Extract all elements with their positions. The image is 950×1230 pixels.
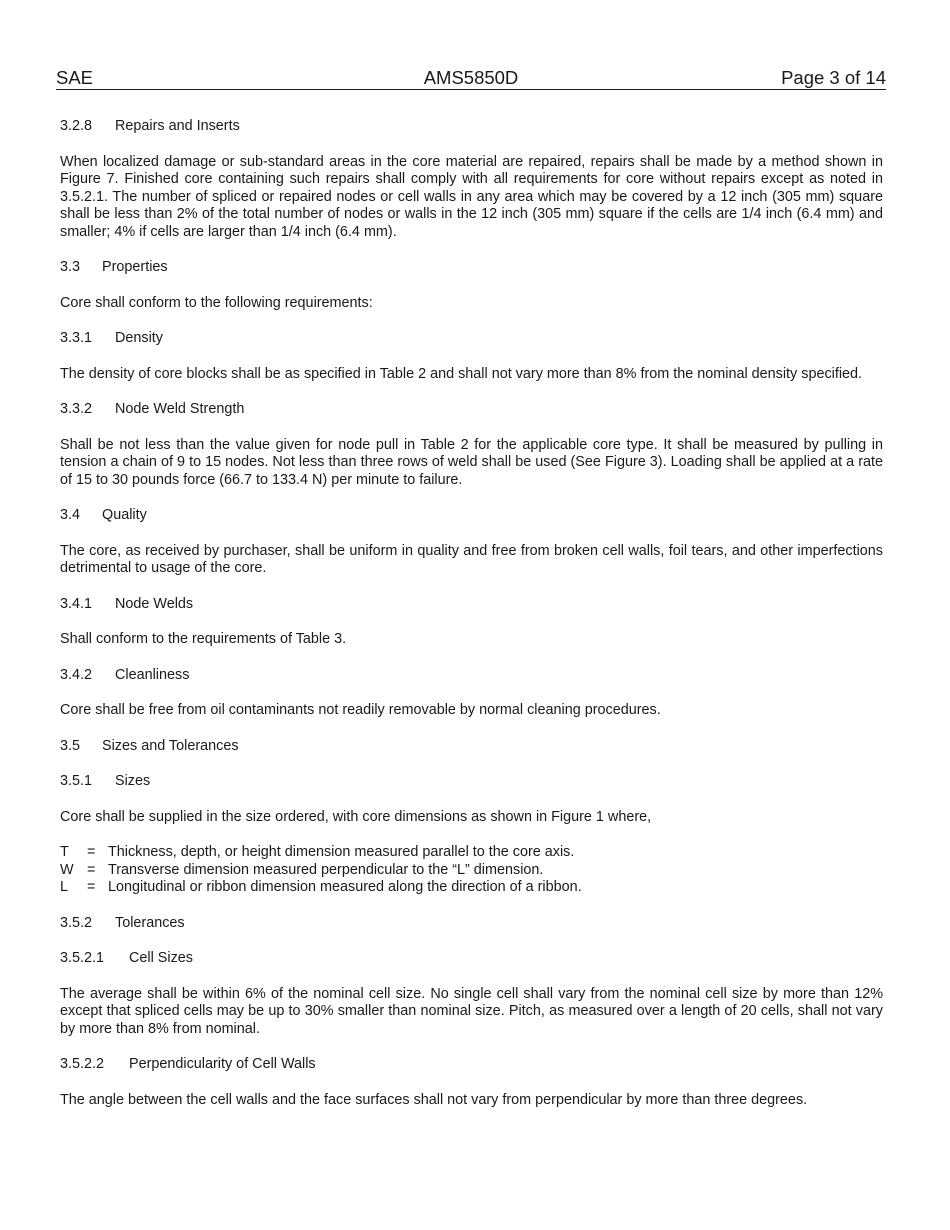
definition-text: Thickness, depth, or height dimension measured parallel to the core axis.: [108, 844, 575, 860]
section-number: 3.5: [60, 737, 81, 754]
section-heading-3-4-2: [60, 667, 883, 685]
section-heading-3-5-2-2: [60, 1056, 883, 1074]
section-title: Tolerances: [115, 914, 185, 931]
section-number: 3.4.1: [60, 595, 93, 612]
section-number: 3.5.2.2: [60, 1056, 105, 1072]
definition-equals: =: [87, 879, 96, 895]
section-number: 3.5.2.1: [60, 950, 105, 966]
section-body-3-2-8: When localized damage or sub-standard areas in the core material are repaired, repairs shall be made by a method shown in Figure 7. Finished core containing such repairs shall comply with all requirements for core without repairs except as noted in 3.5.2.1. The number of spliced or repaired nodes or cell walls in any area which may be covered by a 12 inch (305 mm) square shall be less than 2% of the total number of nodes or walls in the 12 inch (305 mm) square if the cells are 1/4 inch (6.4 mm) and smaller; 4% if cells are larger than 1/4 inch (6.4 mm).: [60, 153, 883, 240]
section-body-3-4-1: Shall conform to the requirements of Table 3.: [60, 631, 347, 647]
definition-symbol: L: [60, 879, 69, 895]
section-number: 3.5.1: [60, 773, 93, 789]
document-body: [60, 118, 883, 1127]
section-heading-3-5-1: [60, 773, 883, 791]
definition-item: [60, 844, 883, 862]
section-title: Density: [115, 330, 163, 346]
section-heading-3-4: [60, 507, 883, 525]
section-body-3-4-2: Core shall be free from oil contaminants not readily removable by normal cleaning procedures.: [60, 702, 661, 718]
header-doc-id: AMS5850D: [423, 67, 519, 88]
definition-equals: =: [87, 844, 96, 860]
section-number: 3.5.2: [60, 914, 93, 931]
definition-symbol: T: [60, 844, 69, 860]
header-page-number: Page 3 of 14: [781, 67, 886, 88]
section-title: Cleanliness: [115, 666, 190, 683]
section-body-3-3-1: The density of core blocks shall be as specified in Table 2 and shall not vary more than 8% from the nominal density specified.: [60, 365, 863, 382]
section-title: Cell Sizes: [129, 950, 193, 966]
section-heading-3-3: [60, 259, 883, 277]
section-number: 3.2.8: [60, 118, 93, 134]
section-title: Node Weld Strength: [115, 401, 245, 417]
definition-symbol: W: [60, 861, 74, 878]
section-title: Perpendicularity of Cell Walls: [129, 1056, 316, 1072]
section-number: 3.3: [60, 259, 81, 275]
section-title: Quality: [102, 507, 147, 523]
section-heading-3-2-8: [60, 118, 883, 136]
section-heading-3-5: [60, 738, 883, 756]
section-body-3-3-2: Shall be not less than the value given for node pull in Table 2 for the applicable core type. It shall be measured by pulling in tension a chain of 9 to 15 nodes. Not less than three rows of weld shall be used (See Figure 3). Loading shall be applied at a rate of 15 to 30 pounds force (66.7 to 133.4 N) per minute to failure.: [60, 436, 883, 488]
section-body-3-3: Core shall conform to the following requirements:: [60, 294, 373, 311]
page-header: [56, 67, 886, 90]
section-number: 3.4.2: [60, 666, 93, 683]
section-heading-3-5-2: [60, 915, 883, 933]
header-org: SAE: [56, 67, 94, 88]
definition-text: Longitudinal or ribbon dimension measured along the direction of a ribbon.: [108, 879, 582, 895]
section-body-3-5-1: Core shall be supplied in the size ordered, with core dimensions as shown in Figure 1 where,: [60, 808, 652, 825]
section-number: 3.3.2: [60, 401, 93, 417]
section-number: 3.4: [60, 507, 81, 523]
dimension-definitions: [60, 844, 883, 897]
definition-item: [60, 862, 883, 880]
section-title: Repairs and Inserts: [115, 118, 240, 134]
section-heading-3-4-1: [60, 596, 883, 614]
section-number: 3.3.1: [60, 330, 93, 346]
section-title: Node Welds: [115, 595, 194, 612]
definition-item: [60, 879, 883, 897]
section-title: Properties: [102, 259, 168, 275]
section-body-3-5-2-1: The average shall be within 6% of the nominal cell size. No single cell shall vary from the nominal cell size by more than 12% except that spliced cells may be up to 30% smaller than nominal size. Pitch, as measured over a length of 20 cells, shall not vary by more than 8% from nominal.: [60, 985, 883, 1037]
section-heading-3-5-2-1: [60, 950, 883, 968]
section-title: Sizes and Tolerances: [102, 737, 239, 754]
section-heading-3-3-1: [60, 330, 883, 348]
section-heading-3-3-2: [60, 401, 883, 419]
definition-equals: =: [87, 861, 96, 878]
definition-text: Transverse dimension measured perpendicular to the “L” dimension.: [108, 861, 544, 878]
section-body-3-5-2-2: The angle between the cell walls and the face surfaces shall not vary from perpendicular by more than three degrees.: [60, 1091, 808, 1108]
section-body-3-4: The core, as received by purchaser, shall be uniform in quality and free from broken cell walls, foil tears, and other imperfections detrimental to usage of the core.: [60, 542, 883, 576]
section-title: Sizes: [115, 773, 151, 789]
